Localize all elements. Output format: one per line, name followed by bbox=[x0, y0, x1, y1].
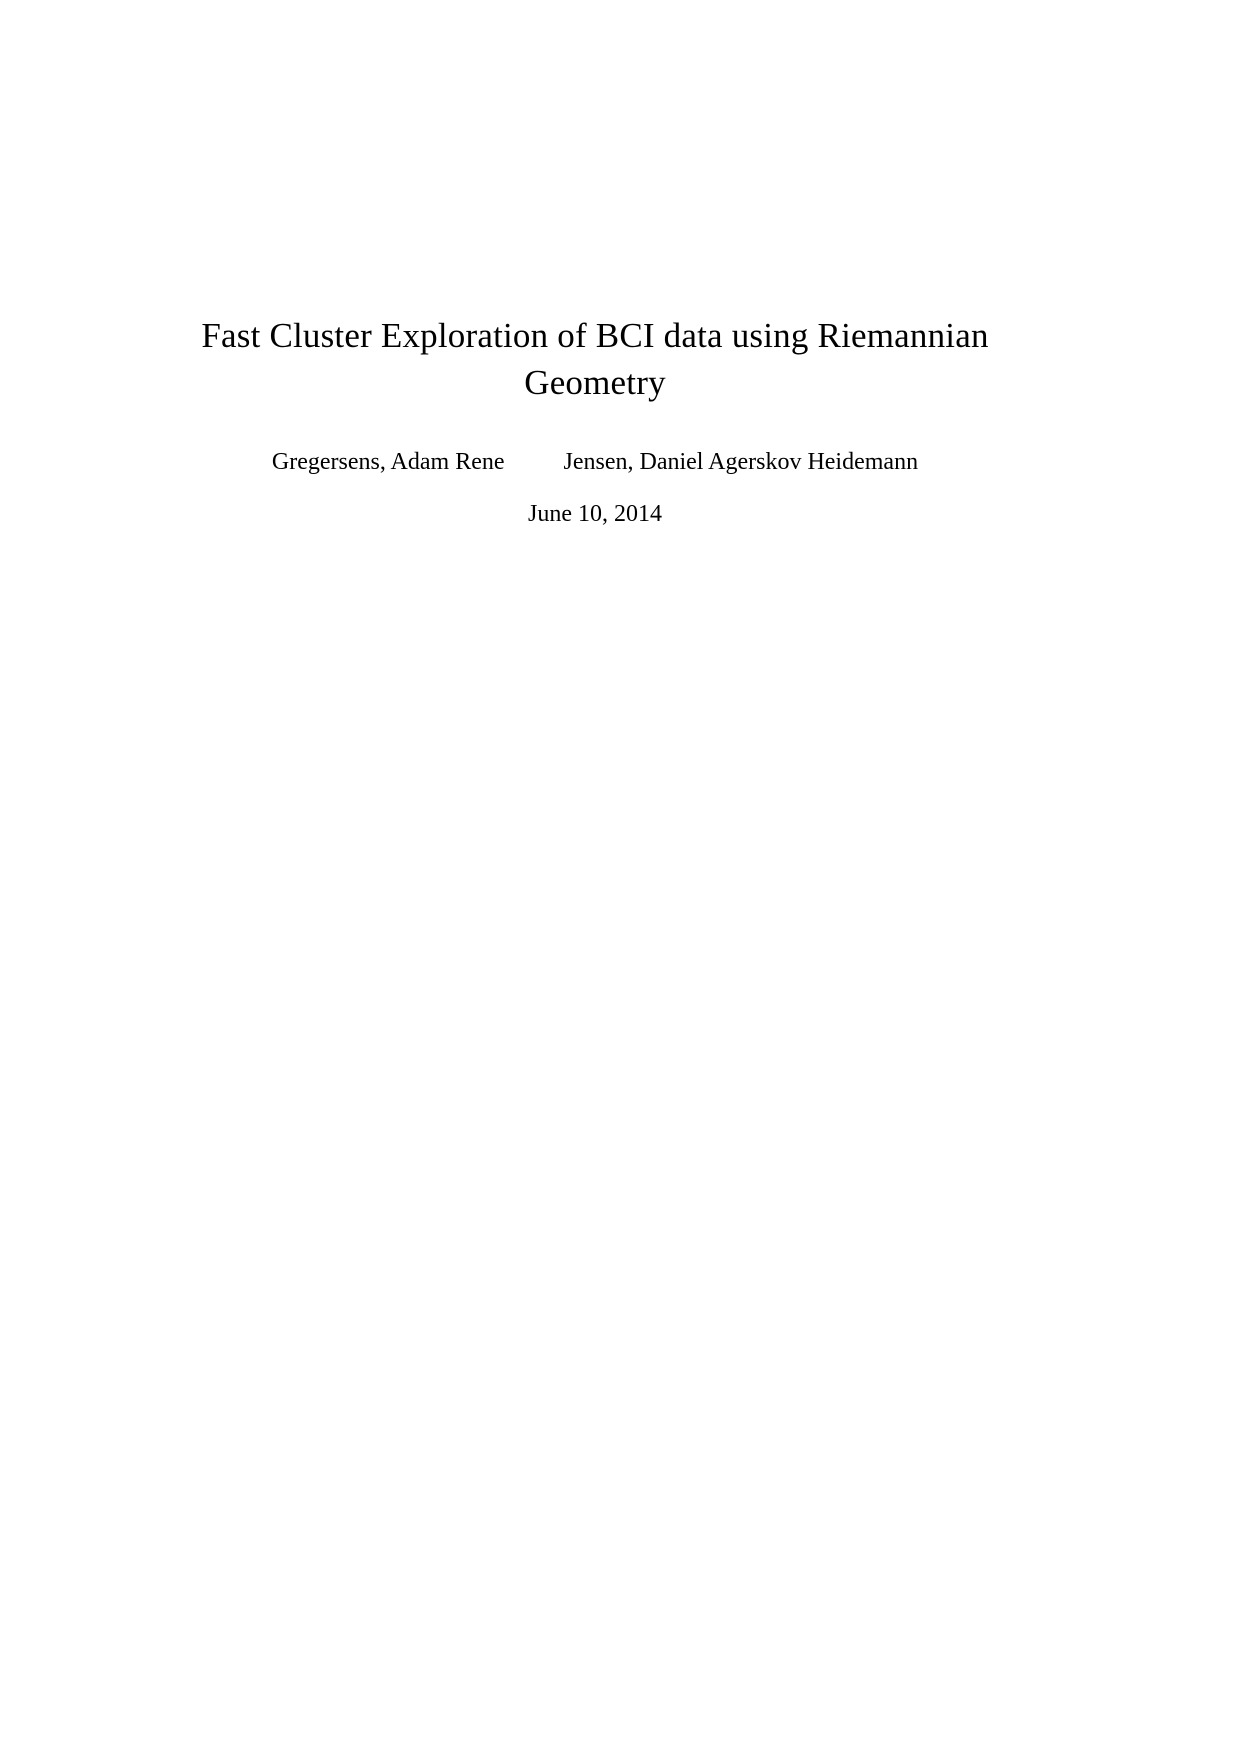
paper-title-line-2: Geometry bbox=[524, 363, 666, 402]
author-name-2: Jensen, Daniel Agerskov Heidemann bbox=[563, 449, 919, 475]
paper-date: June 10, 2014 bbox=[528, 501, 662, 527]
paper-title bbox=[0, 312, 1190, 406]
paper-title-line-1: Fast Cluster Exploration of BCI data using Riemannian bbox=[201, 316, 989, 355]
author-row bbox=[0, 448, 1190, 476]
author-name-1: Gregersens, Adam Rene bbox=[271, 449, 505, 475]
